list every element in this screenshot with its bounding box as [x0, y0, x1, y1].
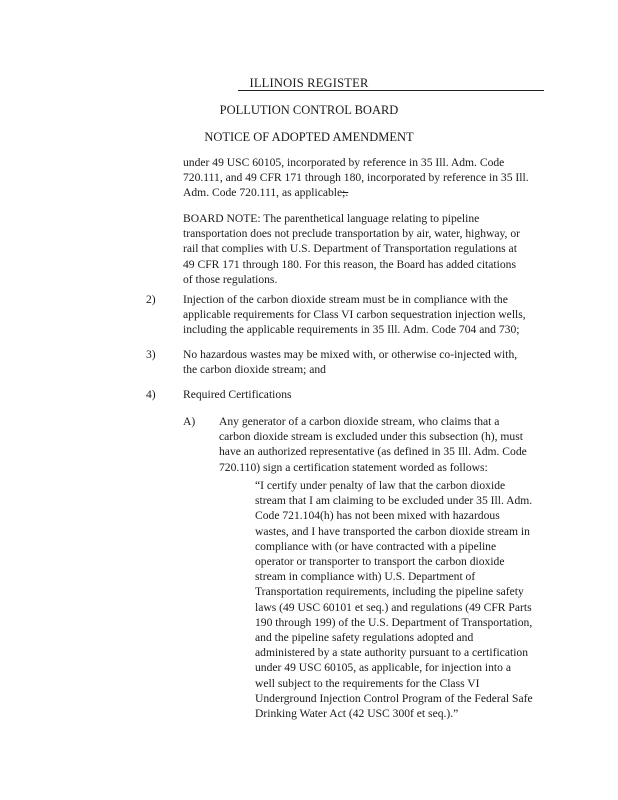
item-number-2: 2) [146, 293, 156, 306]
board-title: POLLUTION CONTROL BOARD [219, 103, 399, 117]
certification-quote: “I certify under penalty of law that the carbon dioxide stream that I am claiming to be excluded under 35 Ill. Adm. Code 721.104(h) has not been mixed with hazardous wastes, and I have transported the carbon dioxide stream in compliance with (or have contracted with a pipeline operator or transporter to transport the carbon dioxide stream in compliance with) U.S. Department of Transportation requirements, including the pipeline safety laws (49 USC 60101 et seq.) and regulations (49 CFR Parts 190 through 199) of the U.S. Department of Transportation, and the pipeline safety regulations adopted and administered by a state authority pursuant to a certification under 49 USC 60105, as applicable, for injection into a well subject to the requirements for the Class VI Underground Injection Control Program of the Federal Safe Drinking Water Act (42 USC 300f et seq.).” [255, 479, 533, 721]
continuation-paragraph [183, 155, 563, 201]
item-text-4: Required Certifications [183, 388, 292, 401]
item-number-3: 3) [146, 348, 156, 361]
register-title: ILLINOIS REGISTER [249, 76, 369, 90]
continuation-strikeout: ;. [342, 186, 349, 200]
item-text-2: Injection of the carbon dioxide stream must be in compliance with the applicable requirements for Class VI carbon sequestration injection wells, including the applicable requirements in 35 Ill. Adm. Code 704 and 730; [183, 293, 526, 337]
subitem-text-a: Any generator of a carbon dioxide stream, who claims that a carbon dioxide stream is excluded under this subsection (h), must have an authorized representative (as defined in 35 Ill. Adm. Code 720.110) sign a certification statement worded as follows: [219, 415, 527, 474]
notice-title: NOTICE OF ADOPTED AMENDMENT [204, 130, 414, 144]
continuation-text: under 49 USC 60105, incorporated by reference in 35 Ill. Adm. Code 720.111, and 49 CFR 171 through 180, incorporated by reference in 35 Ill. Adm. Code 720.111, as applicable [183, 156, 529, 200]
subitem-letter-a: A) [183, 415, 196, 428]
board-note: BOARD NOTE: The parenthetical language relating to pipeline transportation does not preclude transportation by air, water, highway, or rail that complies with U.S. Department of Transportation regulations at 49 CFR 171 through 180. For this reason, the Board has added citations of those regulations. [183, 212, 521, 286]
item-text-3: No hazardous wastes may be mixed with, or otherwise co-injected with, the carbon dioxide stream; and [183, 348, 518, 377]
item-number-4: 4) [146, 388, 156, 401]
header-rule [238, 90, 544, 91]
